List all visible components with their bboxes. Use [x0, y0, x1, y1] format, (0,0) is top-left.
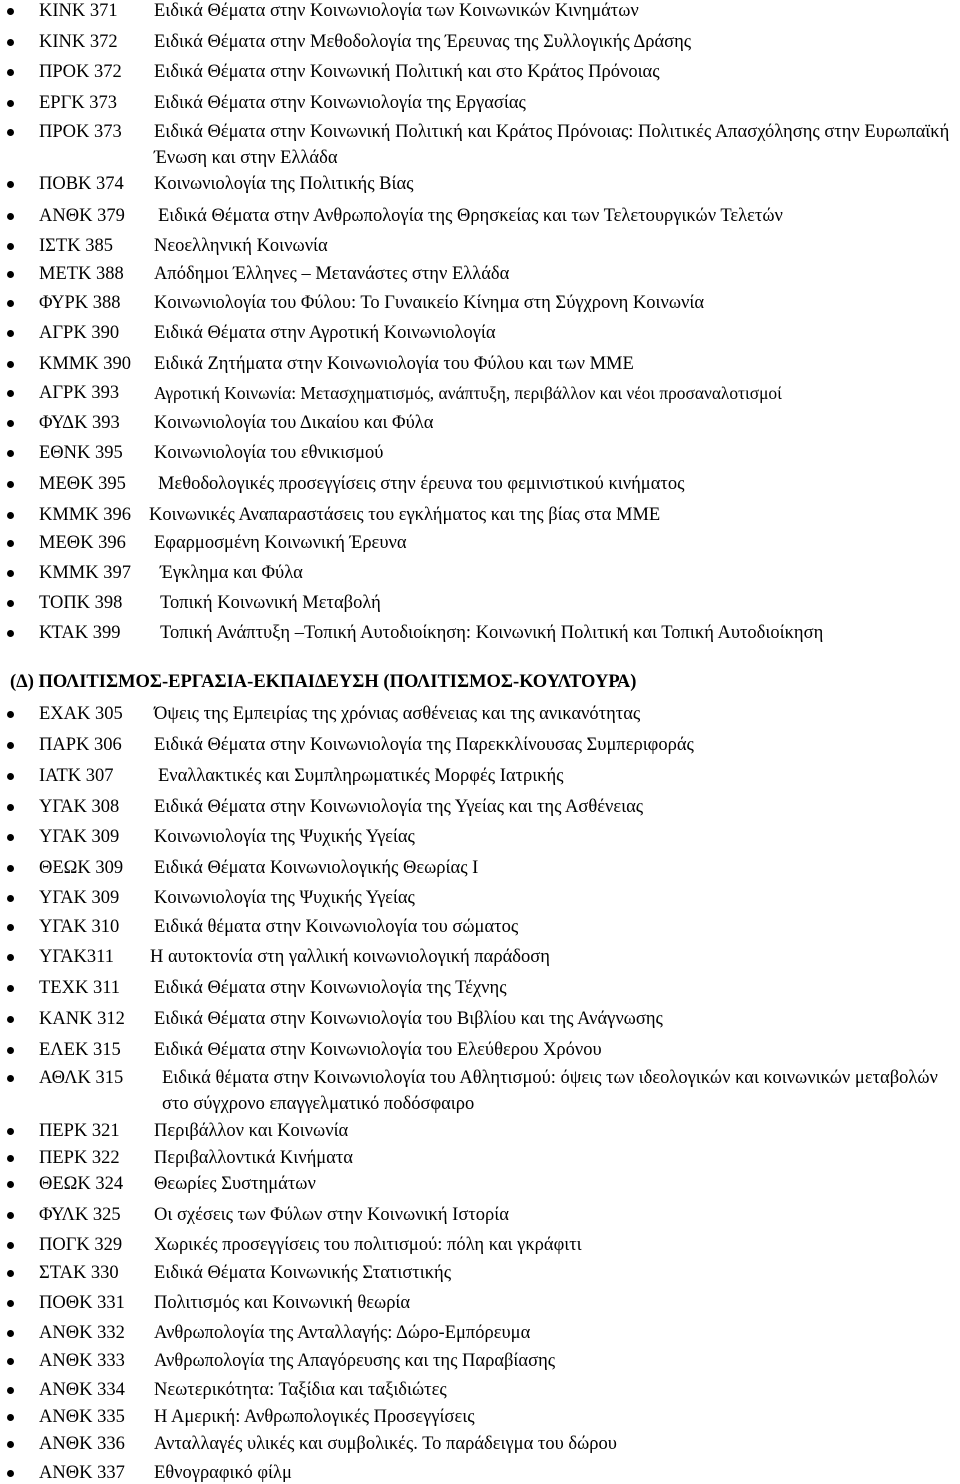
course-title: Όψεις της Εμπειρίας της χρόνιας ασθένειας και της ανικανότητας: [154, 704, 641, 724]
course-code: ΠΟΓΚ 329: [39, 1235, 123, 1255]
bullet-icon: [7, 1330, 14, 1337]
bullet-icon: [7, 1270, 14, 1277]
course-code: ΑΝΘΚ 336: [39, 1434, 125, 1454]
course-code: ΠΡΟΚ 372: [39, 62, 122, 82]
course-code: ΠΟΘΚ 331: [39, 1293, 125, 1313]
bullet-icon: [7, 129, 14, 136]
course-code: ΥΓΑΚ311: [39, 947, 114, 967]
course-code: ΑΓΡΚ 393: [39, 383, 120, 403]
course-code: ΕΘΝΚ 395: [39, 443, 123, 463]
course-title: Ειδικά Θέματα στην Κοινωνιολογία της Υγείας και της Ασθένειας: [154, 797, 644, 817]
bullet-icon: [7, 773, 14, 780]
course-title: Οι σχέσεις των Φύλων στην Κοινωνική Ιστορία: [154, 1205, 509, 1225]
bullet-icon: [7, 1387, 14, 1394]
bullet-icon: [7, 924, 14, 931]
course-title: Νεοελληνική Κοινωνία: [154, 236, 328, 256]
course-code: ΠΕΡΚ 322: [39, 1148, 120, 1168]
course-code: ΠΑΡΚ 306: [39, 735, 122, 755]
course-title: Κοινωνιολογία της Πολιτικής Βίας: [154, 174, 414, 194]
course-code: ΑΝΘΚ 334: [39, 1380, 125, 1400]
course-code: ΚΜΜΚ 397: [39, 563, 131, 583]
course-title: Ανταλλαγές υλικές και συμβολικές. Το παράδειγμα του δώρου: [154, 1434, 617, 1454]
course-code: ΚΙΝΚ 372: [39, 32, 118, 52]
bullet-icon: [7, 39, 14, 46]
course-title: Κοινωνιολογία του εθνικισμού: [154, 443, 384, 463]
bullet-icon: [7, 711, 14, 718]
course-title: Ειδικά Θέματα στην Κοινωνιολογία του Βιβλίου και της Ανάγνωσης: [154, 1009, 663, 1029]
course-title: Νεωτερικότητα: Ταξίδια και ταξιδιώτες: [154, 1380, 447, 1400]
course-title: Ειδικά Θέματα στην Κοινωνιολογία της Εργασίας: [154, 93, 526, 113]
course-code: ΙΑΤΚ 307: [39, 766, 114, 786]
course-title: Ειδικά Θέματα στην Μεθοδολογία της Έρευνας της Συλλογικής Δράσης: [154, 32, 692, 52]
course-title: Ειδικά θέματα στην Κοινωνιολογία του Αθλητισμού: όψεις των ιδεολογικών και κοινωνικών μεταβολών στο σύγχρονο επαγγελματικό ποδόσφαιρο: [162, 1068, 938, 1114]
bullet-icon: [7, 420, 14, 427]
course-title: Ειδικά Θέματα Κοινωνιολογικής Θεωρίας Ι: [154, 858, 479, 878]
bullet-icon: [7, 361, 14, 368]
course-code: ΚΑΝΚ 312: [39, 1009, 125, 1029]
bullet-icon: [7, 865, 14, 872]
course-code: ΠΟΒΚ 374: [39, 174, 124, 194]
course-code: ΕΧΑΚ 305: [39, 704, 123, 724]
bullet-icon: [7, 1212, 14, 1219]
course-title: Κοινωνικές Αναπαραστάσεις του εγκλήματος και της βίας στα ΜΜΕ: [149, 505, 661, 525]
bullet-icon: [7, 300, 14, 307]
course-code: ΑΘΛΚ 315: [39, 1068, 124, 1088]
bullet-icon: [7, 1300, 14, 1307]
bullet-icon: [7, 1441, 14, 1448]
bullet-icon: [7, 895, 14, 902]
bullet-icon: [7, 8, 14, 15]
bullet-icon: [7, 1155, 14, 1162]
course-code: ΙΣΤΚ 385: [39, 236, 113, 256]
course-title: Τοπική Ανάπτυξη –Τοπική Αυτοδιοίκηση: Κοινωνική Πολιτική και Τοπική Αυτοδιοίκηση: [160, 623, 824, 643]
course-title: Εναλλακτικές και Συμπληρωματικές Μορφές Ιατρικής: [158, 766, 564, 786]
bullet-icon: [7, 1128, 14, 1135]
course-code: ΜΕΤΚ 388: [39, 264, 124, 284]
course-title: Ειδικά Θέματα στην Κοινωνιολογία της Τέχνης: [154, 978, 507, 998]
course-title: Ειδικά Θέματα στην Αγροτική Κοινωνιολογία: [154, 323, 496, 343]
course-code: ΥΓΑΚ 310: [39, 917, 120, 937]
course-code: ΜΕΘΚ 395: [39, 474, 126, 494]
course-title: Ειδικά Θέματα στην Κοινωνιολογία των Κοινωνικών Κινημάτων: [154, 1, 639, 21]
course-title: Ειδικά Θέματα στην Κοινωνική Πολιτική και στο Κράτος Πρόνοιας: [154, 62, 660, 82]
course-code: ΤΟΠΚ 398: [39, 593, 123, 613]
course-code: ΚΙΝΚ 371: [39, 1, 118, 21]
course-code: ΦΥΛΚ 325: [39, 1205, 121, 1225]
course-title: Έγκλημα και Φύλα: [160, 563, 303, 583]
course-code: ΚΤΑΚ 399: [39, 623, 121, 643]
bullet-icon: [7, 1414, 14, 1421]
bullet-icon: [7, 834, 14, 841]
course-code: ΣΤΑΚ 330: [39, 1263, 119, 1283]
bullet-icon: [7, 1075, 14, 1082]
course-code: ΥΓΑΚ 309: [39, 827, 120, 847]
course-code: ΜΕΘΚ 396: [39, 533, 126, 553]
course-code: ΑΝΘΚ 332: [39, 1323, 125, 1343]
bullet-icon: [7, 481, 14, 488]
bullet-icon: [7, 181, 14, 188]
bullet-icon: [7, 1470, 14, 1477]
course-title: Κοινωνιολογία της Ψυχικής Υγείας: [154, 827, 415, 847]
course-code: ΥΓΑΚ 309: [39, 888, 120, 908]
course-title: Ειδικά Θέματα στην Ανθρωπολογία της Θρησκείας και των Τελετουργικών Τελετών: [158, 206, 783, 226]
course-title: Μεθοδολογικές προσεγγίσεις στην έρευνα του φεμινιστικού κινήματος: [158, 474, 685, 494]
bullet-icon: [7, 1242, 14, 1249]
course-code: ΑΝΘΚ 337: [39, 1463, 125, 1483]
course-title: Εθνογραφικό φίλμ: [154, 1463, 292, 1483]
bullet-icon: [7, 330, 14, 337]
course-title: Απόδημοι Έλληνες – Μετανάστες στην Ελλάδα: [154, 264, 510, 284]
bullet-icon: [7, 804, 14, 811]
course-code: ΦΥΡΚ 388: [39, 293, 121, 313]
course-code: ΑΝΘΚ 379: [39, 206, 125, 226]
course-code: ΑΓΡΚ 390: [39, 323, 120, 343]
course-code: ΚΜΜΚ 390: [39, 354, 131, 374]
course-title: Ειδικά Θέματα στην Κοινωνιολογία της Παρεκκλίνουσας Συμπεριφοράς: [154, 735, 694, 755]
section-heading: (Δ) ΠΟΛΙΤΙΣΜΟΣ-ΕΡΓΑΣΙΑ-ΕΚΠΑΙΔΕΥΣΗ (ΠΟΛΙΤΙΣΜΟΣ-ΚΟΥΛΤΟΥΡΑ): [10, 672, 637, 692]
bullet-icon: [7, 985, 14, 992]
bullet-icon: [7, 100, 14, 107]
course-title: Ανθρωπολογία της Ανταλλαγής: Δώρο-Εμπόρευμα: [154, 1323, 531, 1343]
course-title: Η αυτοκτονία στη γαλλική κοινωνιολογική παράδοση: [150, 947, 550, 967]
bullet-icon: [7, 271, 14, 278]
course-title: Θεωρίες Συστημάτων: [154, 1174, 316, 1194]
course-title: Κοινωνιολογία του Δικαίου και Φύλα: [154, 413, 434, 433]
bullet-icon: [7, 1016, 14, 1023]
course-code: ΤΕΧΚ 311: [39, 978, 121, 998]
course-code: ΠΡΟΚ 373: [39, 122, 122, 142]
bullet-icon: [7, 390, 14, 397]
course-title: Ανθρωπολογία της Απαγόρευσης και της Παραβίασης: [154, 1351, 556, 1371]
course-title: Κοινωνιολογία του Φύλου: Το Γυναικείο Κίνημα στη Σύγχρονη Κοινωνία: [154, 293, 705, 313]
course-title: Ειδικά Θέματα στην Κοινωνιολογία του Ελεύθερου Χρόνου: [154, 1040, 602, 1060]
bullet-icon: [7, 213, 14, 220]
bullet-icon: [7, 570, 14, 577]
bullet-icon: [7, 1358, 14, 1365]
course-code: ΥΓΑΚ 308: [39, 797, 120, 817]
course-title: Περιβαλλοντικά Κινήματα: [154, 1148, 354, 1168]
course-title: Ειδικά Θέματα Κοινωνικής Στατιστικής: [154, 1263, 452, 1283]
bullet-icon: [7, 243, 14, 250]
course-title: Περιβάλλον και Κοινωνία: [154, 1121, 349, 1141]
course-code: ΕΛΕΚ 315: [39, 1040, 121, 1060]
course-title: Ειδικά Θέματα στην Κοινωνική Πολιτική και Κράτος Πρόνοιας: Πολιτικές Απασχόλησης στην Ευρωπαϊκή Ένωση και στην Ελλάδα: [154, 122, 950, 168]
course-title: Ειδικά Ζητήματα στην Κοινωνιολογία του Φύλου και των ΜΜΕ: [154, 354, 634, 374]
course-code: ΠΕΡΚ 321: [39, 1121, 120, 1141]
course-title: Κοινωνιολογία της Ψυχικής Υγείας: [154, 888, 415, 908]
bullet-icon: [7, 1181, 14, 1188]
course-title: Χωρικές προσεγγίσεις του πολιτισμού: πόλη και γκράφιτι: [154, 1235, 582, 1255]
bullet-icon: [7, 1047, 14, 1054]
bullet-icon: [7, 742, 14, 749]
bullet-icon: [7, 512, 14, 519]
course-code: ΑΝΘΚ 335: [39, 1407, 125, 1427]
course-title: Τοπική Κοινωνική Μεταβολή: [160, 593, 381, 613]
course-title: Εφαρμοσμένη Κοινωνική Έρευνα: [154, 533, 407, 553]
bullet-icon: [7, 600, 14, 607]
course-code: ΘΕΩΚ 309: [39, 858, 124, 878]
bullet-icon: [7, 450, 14, 457]
course-title: Αγροτική Κοινωνία: Μετασχηματισμός, ανάπτυξη, περιβάλλον και νέοι προσαναλοτισμοί: [154, 383, 782, 403]
course-code: ΚΜΜΚ 396: [39, 505, 131, 525]
course-title: Πολιτισμός και Κοινωνική θεωρία: [154, 1293, 411, 1313]
course-title: Ειδικά θέματα στην Κοινωνιολογία του σώματος: [154, 917, 519, 937]
bullet-icon: [7, 69, 14, 76]
course-code: ΑΝΘΚ 333: [39, 1351, 125, 1371]
course-code: ΘΕΩΚ 324: [39, 1174, 124, 1194]
course-title: Η Αμερική: Ανθρωπολογικές Προσεγγίσεις: [154, 1407, 475, 1427]
course-code: ΕΡΓΚ 373: [39, 93, 118, 113]
bullet-icon: [7, 630, 14, 637]
bullet-icon: [7, 540, 14, 547]
course-code: ΦΥΔΚ 393: [39, 413, 120, 433]
bullet-icon: [7, 954, 14, 961]
